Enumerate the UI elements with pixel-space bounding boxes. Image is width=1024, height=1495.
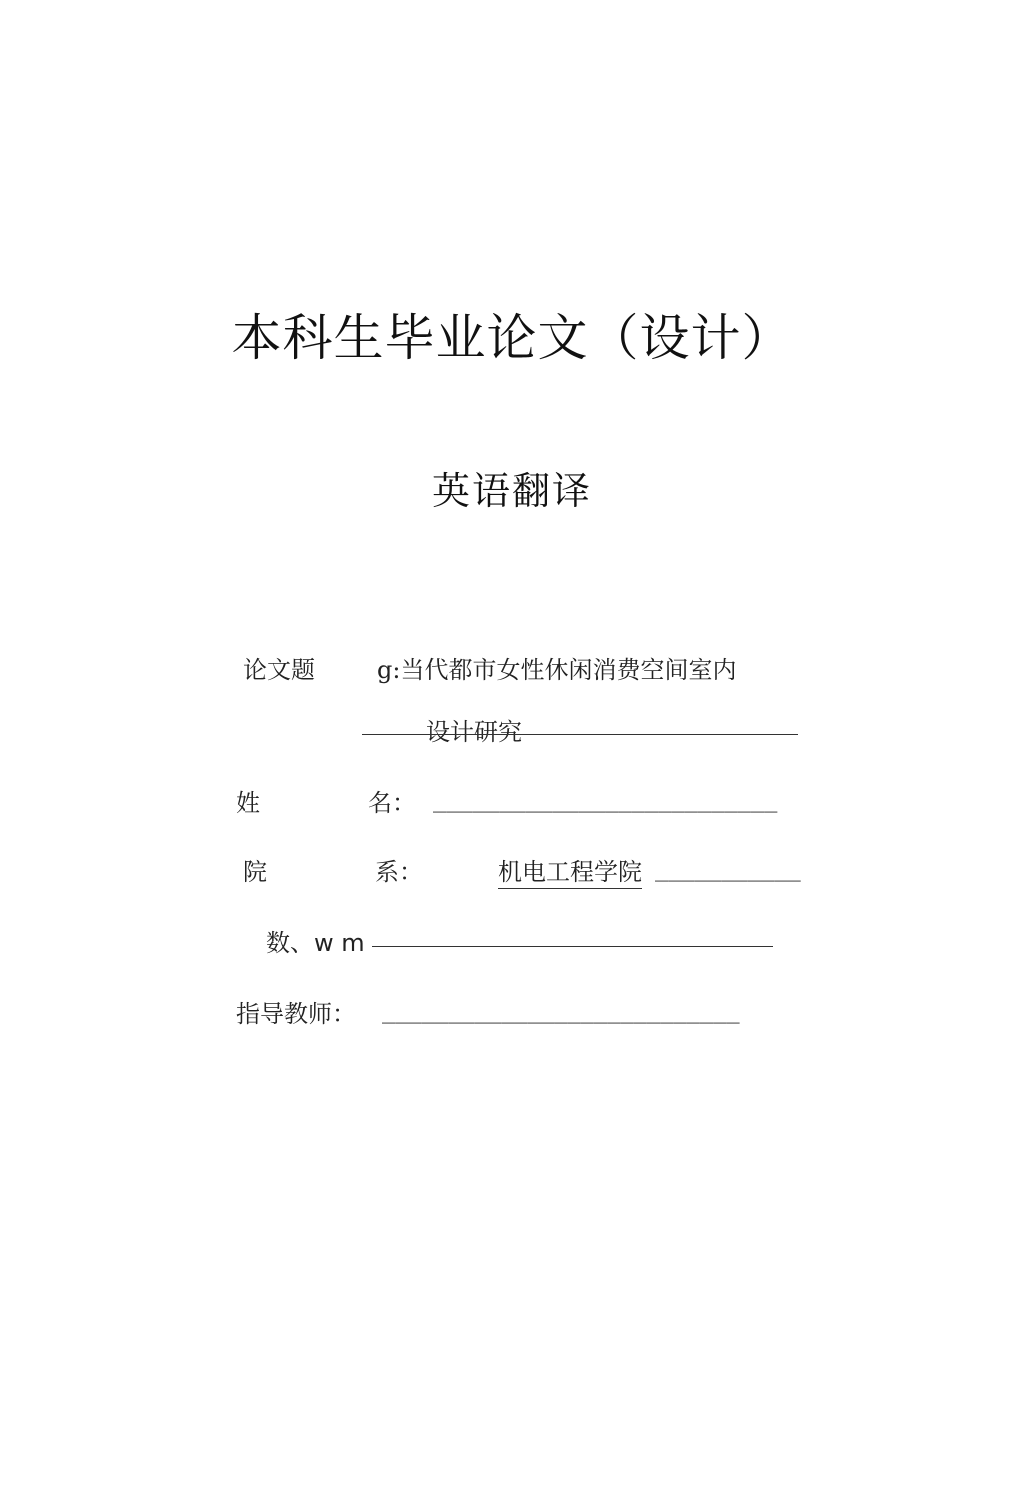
advisor-field-blank: ___________________________: [382, 999, 740, 1024]
department-field-blank: ___________: [655, 857, 801, 882]
page-title: 本科生毕业论文（设计）: [231, 309, 793, 367]
thesis-title-value-line1: g:当代都市女性休闲消费空间室内: [377, 656, 737, 684]
thesis-title-value-line2: 设计研究: [426, 718, 522, 746]
page-subtitle: 英语翻译: [431, 469, 592, 513]
name-field-blank: __________________________: [433, 788, 778, 813]
major-field-underline: [372, 946, 773, 947]
name-label-char2: 名：: [368, 789, 416, 817]
name-label-char1: 姓: [236, 789, 260, 817]
thesis-title-label: 论文题: [243, 656, 315, 684]
advisor-label: 指导教师：: [236, 1000, 356, 1028]
major-label: 数、w m: [266, 929, 365, 957]
department-value: 机电工程学院: [498, 852, 642, 889]
department-label-char2: 系：: [375, 858, 423, 886]
department-label-char1: 院: [243, 858, 267, 886]
thesis-title-underline: [362, 734, 798, 735]
